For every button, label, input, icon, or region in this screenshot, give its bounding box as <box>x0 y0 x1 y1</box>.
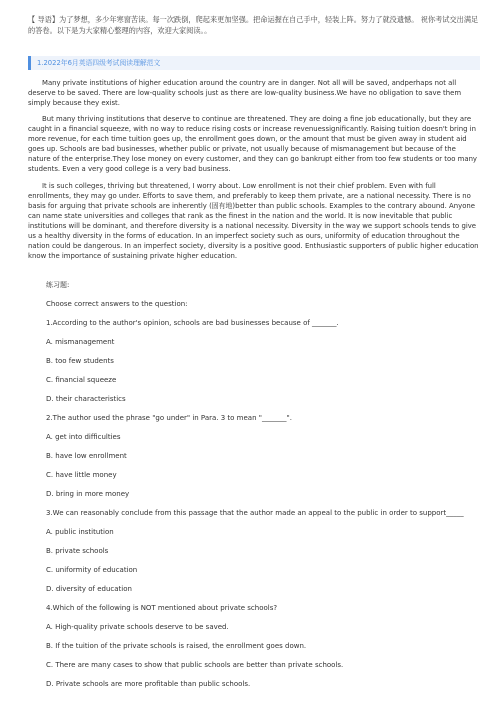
section-title: 1.2022年6月英语四级考试阅读理解范文 <box>37 59 161 67</box>
option-4a: A. High-quality private schools deserve to be saved. <box>46 623 229 631</box>
question-3: 3.We can reasonably conclude from this passage that the author made an appeal to the public in order to support_____ <box>46 509 464 517</box>
question-2: 2.The author used the phrase "go under" in Para. 3 to mean "_______". <box>46 414 292 422</box>
section-header <box>28 56 480 70</box>
paragraph-3-text: It is such colleges, thriving but threatened, I worry about. Low enrollment is not their chief problem. Even with full enrollments, they may go under. Efforts to save them, and preferably to keep them private, are a national necessity. There is no basis for arguing that private schools are inherently (固有地)better than public schools. Examples to the contrary abound. Anyone can name state universities and colleges that rank as the finest in the nation and the world. It is now inevitable that public institutions will be dominant, and therefore diversity is a national necessity. Diversity in the way we support schools tends to give us a healthy diversity in the forms of education. In an imperfect society such as ours, uniformity of education throughout the nation could be dangerous. In an imperfect society, diversity is a positive good. Enthusiastic supporters of public higher education know the importance of sustaining private higher education. <box>28 182 479 260</box>
question-1: 1.According to the author's opinion, schools are bad businesses because of _______. <box>46 319 339 327</box>
instruction: Choose correct answers to the question: <box>46 300 188 308</box>
paragraph-2-text: But many thriving institutions that deserve to continue are threatened. They are doing a fine job educationally, but they are caught in a financial squeeze, with no way to reduce rising costs or increase revenuessignificantly. Raising tuition doesn't bring in more revenue, for each time tuition goes up, the enrollment goes down, or the amount that must be given away in student aid goes up. Schools are bad businesses, whether public or private, not usually because of mismanagement but because of the nature of the enterprise.They lose money on every customer, and they can go bankrupt either from too few students or too many students. Even a very good college is a very bad business. <box>28 115 478 173</box>
option-1a: A. mismanagement <box>46 338 115 346</box>
intro-text: 【 导语】为了梦想，多少年寒窗苦读。每一次跌倒，爬起来更加坚强。把命运握在自己手中，轻装上阵。努力了就没遗憾。 祝你考试交出满足的答卷。以下是为大家精心整理的内容，欢迎大家阅读。。 <box>28 15 479 35</box>
option-2b: B. have low enrollment <box>46 452 127 460</box>
option-1c: C. financial squeeze <box>46 376 117 384</box>
paragraph-1 <box>28 78 480 108</box>
option-2d: D. bring in more money <box>46 490 130 498</box>
option-1d: D. their characteristics <box>46 395 126 403</box>
option-2c: C. have little money <box>46 471 117 479</box>
exercise-label: 练习题: <box>46 281 70 289</box>
option-4c: C. There are many cases to show that public schools are better than private schools. <box>46 661 344 669</box>
option-3c: C. uniformity of education <box>46 566 138 574</box>
option-2a: A. get into difficulties <box>46 433 121 441</box>
option-3a: A. public institution <box>46 528 114 536</box>
option-1b: B. too few students <box>46 357 114 365</box>
paragraph-3 <box>28 181 480 261</box>
paragraph-2 <box>28 114 480 174</box>
option-3b: B. private schools <box>46 547 109 555</box>
option-3d: D. diversity of education <box>46 585 132 593</box>
option-4d: D. Private schools are more profitable than public schools. <box>46 680 251 688</box>
question-4: 4.Which of the following is NOT mentioned about private schools? <box>46 604 278 612</box>
option-4b: B. If the tuition of the private schools is raised, the enrollment goes down. <box>46 642 307 650</box>
paragraph-1-text: Many private institutions of higher education around the country are in danger. Not all will be saved, andperhaps not all deserve to be saved. There are low-quality schools just as there are low-quality business.We have no obligation to save them simply because they exist. <box>28 79 462 107</box>
